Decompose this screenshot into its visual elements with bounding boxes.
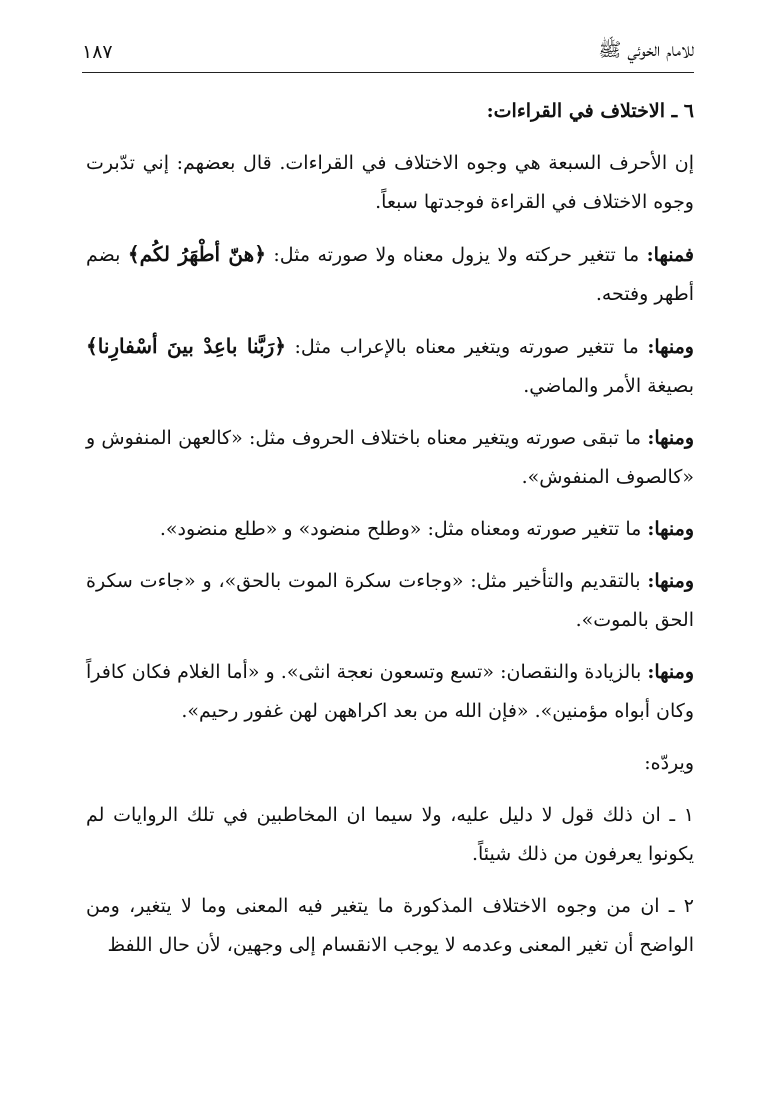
page-body [86,92,694,978]
item-text: ما تتغير حركته ولا يزول معناه ولا صورته مثل: [265,244,647,266]
item-paragraph [86,562,694,640]
item-lead: ومنها: [647,570,694,592]
rebuttal-point: ١ ـ ان ذلك قول لا دليل عليه، ولا سيما ان المخاطبين في تلك الروايات لم يكونوا يعرفون من ذلك شيئاً. [86,804,694,865]
item-lead: ومنها: [647,427,694,449]
page-number: ١٨٧ [82,41,113,63]
item-text: ما تتغير صورته ومعناه مثل: «وطلح منضود» و «طلع منضود». [159,518,648,540]
intro-paragraph: إن الأحرف السبعة هي وجوه الاختلاف في القراءات. قال بعضهم: إني تدّبرت وجوه الاختلاف في القراءة فوجدتها سبعاً. [86,152,694,213]
quran-verse: ﴿هنّ أطْهَرُ لكُم﴾ [127,242,266,266]
item-text: ما تتغير صورته ويتغير معناه بالإعراب مثل: [285,336,648,358]
item-paragraph [86,419,694,497]
quran-verse: ﴿رَبَّنا باعِدْ بينَ أسْفارِنا﴾ [86,334,286,358]
item-paragraph [86,327,694,406]
rebuttal-label: ويردّه: [644,752,694,774]
item-text-after: بصيغة الأمر والماضي. [523,375,694,397]
item-text: بالزيادة والنقصان: «تسع وتسعون نعجة انثى». و «أما الغلام فكان كافراً وكان أبواه مؤمنين». «فإن الله من بعد اكراههن لهن غفور رحيم». [86,661,694,722]
section-heading: ٦ ـ الاختلاف في القراءات: [486,100,694,122]
item-lead: فمنها: [646,244,695,266]
item-lead: ومنها: [647,518,694,540]
item-paragraph [86,653,694,731]
item-paragraph [86,510,694,549]
header-rule [82,72,694,73]
item-text: ما تبقى صورته ويتغير معناه باختلاف الحروف مثل: «كالعهن المنفوش و «كالصوف المنفوش». [86,427,694,488]
rebuttal-point: ٢ ـ ان من وجوه الاختلاف المذكورة ما يتغير فيه المعنى وما لا يتغير، ومن الواضح أن تغير المعنى وعدمه لا يوجب الانقسام إلى وجهين، لأن حال اللفظ [86,895,694,956]
item-text-after: بضم أطهر وفتحه. [86,244,694,305]
item-lead: ومنها: [647,661,694,683]
page-header [82,34,694,70]
item-paragraph [86,235,694,314]
item-lead: ومنها: [647,336,694,358]
item-text: بالتقديم والتأخير مثل: «وجاءت سكرة الموت بالحق»، و «جاءت سكرة الحق بالموت». [86,570,694,631]
running-title: للامام الخوئي ﷺ [598,39,694,61]
